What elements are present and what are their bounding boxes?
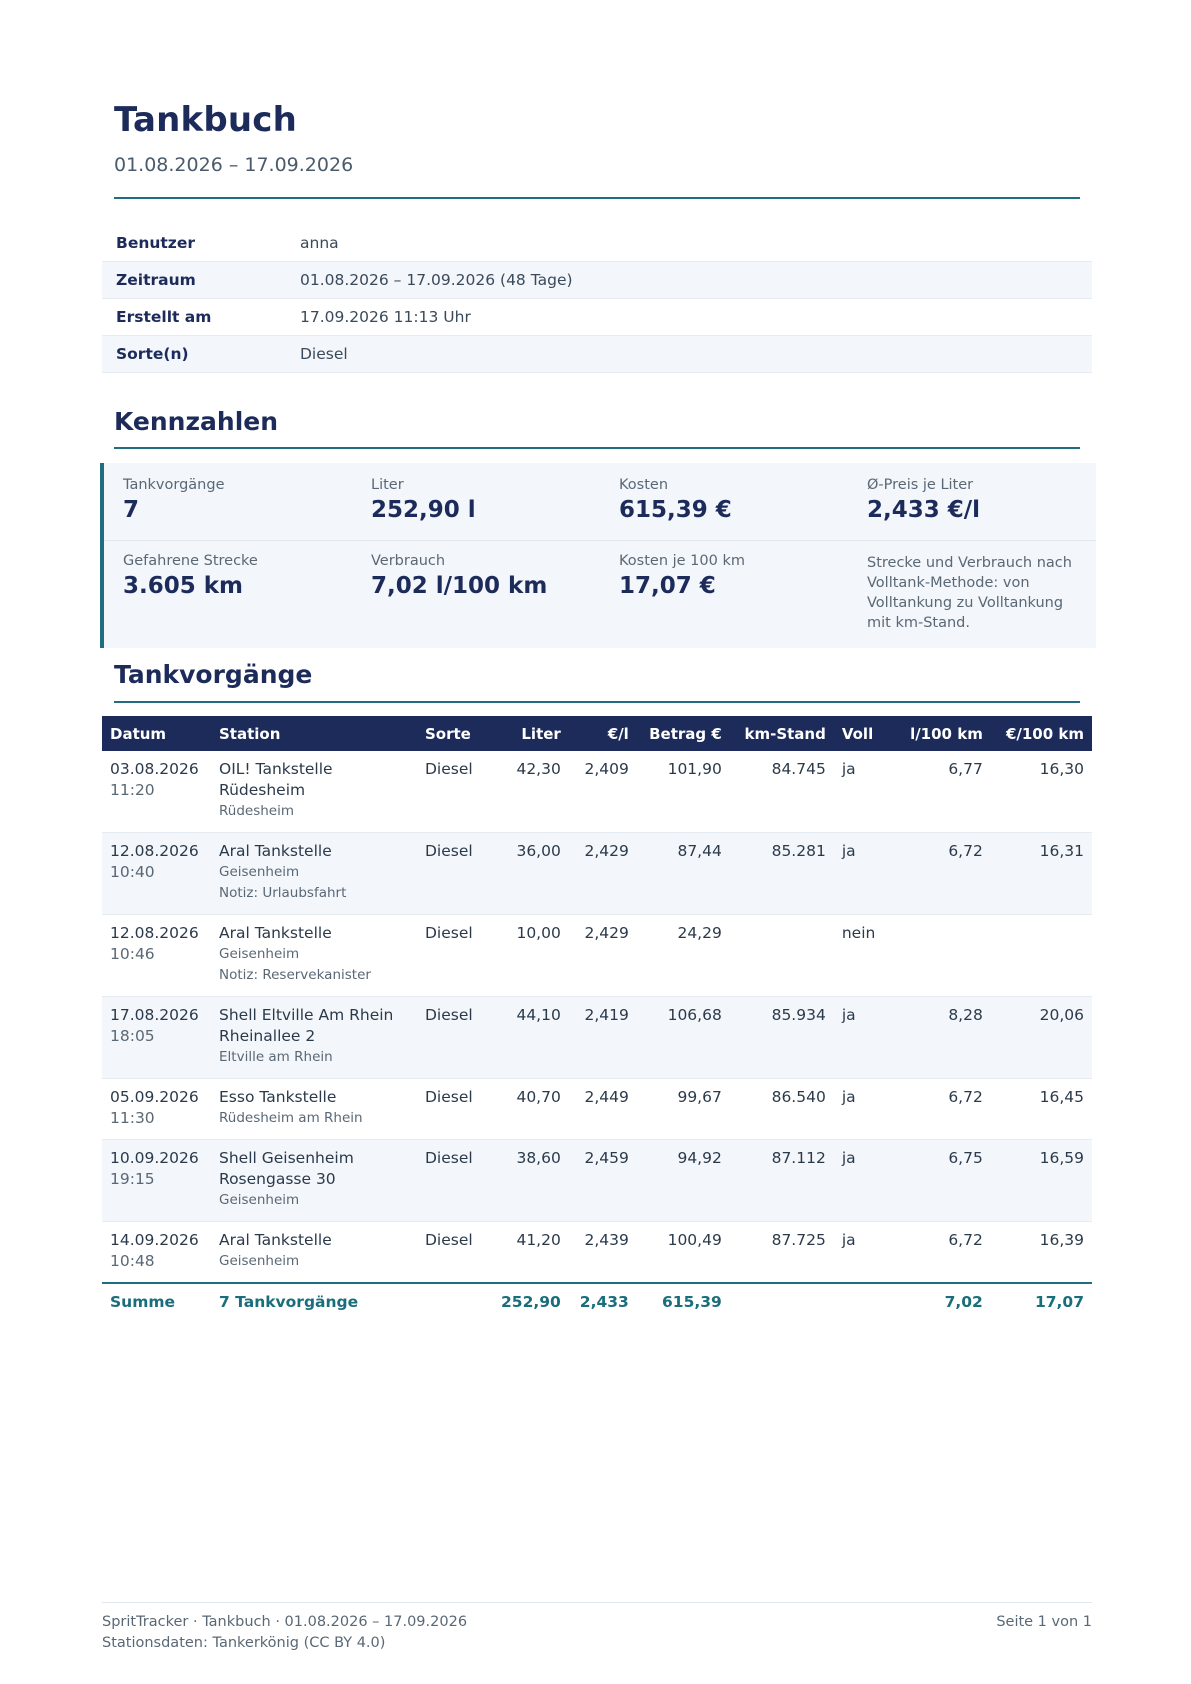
col-header-km-stand: km-Stand bbox=[730, 716, 834, 751]
meta-key: Benutzer bbox=[102, 225, 284, 262]
row-date: 10.09.2026 bbox=[110, 1149, 199, 1167]
row-verbrauch: 8,28 bbox=[900, 997, 991, 1079]
refuel-table bbox=[102, 716, 1092, 1321]
col-header-verbrauch: l/100 km bbox=[900, 716, 991, 751]
row-betrag: 24,29 bbox=[637, 915, 730, 997]
meta-row bbox=[102, 336, 1092, 373]
kpi-label: Tankvorgänge bbox=[123, 477, 225, 493]
meta-row bbox=[102, 262, 1092, 299]
row-date: 05.09.2026 bbox=[110, 1088, 199, 1106]
meta-table bbox=[102, 225, 1092, 373]
kpi-label: Kosten je 100 km bbox=[619, 553, 745, 569]
row-voll: ja bbox=[834, 1140, 900, 1222]
page-title: Tankbuch bbox=[114, 100, 298, 140]
kpi-cell bbox=[123, 477, 353, 523]
kpi-note: Strecke und Verbrauch nach Volltank-Methode: von Volltankung zu Volltankung mit km-Stand. bbox=[867, 555, 1072, 631]
kennzahlen-divider bbox=[114, 447, 1080, 449]
row-station: Shell Geisenheim Rosengasse 30 bbox=[219, 1149, 354, 1188]
row-voll: nein bbox=[834, 915, 900, 997]
kpi-cell bbox=[619, 553, 849, 599]
row-time: 10:40 bbox=[110, 863, 155, 881]
row-date: 17.08.2026 bbox=[110, 1006, 199, 1024]
row-verbrauch: 6,72 bbox=[900, 833, 991, 915]
meta-key: Erstellt am bbox=[102, 299, 284, 336]
row-station: Shell Eltville Am Rhein Rheinallee 2 bbox=[219, 1006, 394, 1045]
col-header-datum: Datum bbox=[102, 716, 211, 751]
tankvorgaenge-divider bbox=[114, 701, 1080, 703]
footer-line-2: Stationsdaten: Tankerkönig (CC BY 4.0) bbox=[102, 1635, 386, 1651]
row-sorte: Diesel bbox=[417, 1079, 493, 1140]
row-voll: ja bbox=[834, 997, 900, 1079]
kpi-value: 2,433 €/l bbox=[867, 497, 981, 523]
sum-kosten100: 17,07 bbox=[991, 1283, 1092, 1321]
row-preis: 2,429 bbox=[569, 915, 637, 997]
row-km: 85.934 bbox=[730, 997, 834, 1079]
row-preis: 2,459 bbox=[569, 1140, 637, 1222]
row-km: 87.725 bbox=[730, 1222, 834, 1284]
row-city: Geisenheim bbox=[219, 946, 300, 962]
col-header-voll: Voll bbox=[834, 716, 900, 751]
kpi-label: Gefahrene Strecke bbox=[123, 553, 258, 569]
table-row bbox=[102, 997, 1092, 1079]
row-kosten100: 20,06 bbox=[991, 997, 1092, 1079]
row-city: Rüdesheim am Rhein bbox=[219, 1110, 363, 1126]
table-row bbox=[102, 751, 1092, 833]
row-verbrauch bbox=[900, 915, 991, 997]
kpi-label: Kosten bbox=[619, 477, 669, 493]
row-km bbox=[730, 915, 834, 997]
row-time: 18:05 bbox=[110, 1027, 155, 1045]
row-sorte: Diesel bbox=[417, 751, 493, 833]
row-date: 14.09.2026 bbox=[110, 1231, 199, 1249]
row-date: 12.08.2026 bbox=[110, 924, 199, 942]
row-voll: ja bbox=[834, 751, 900, 833]
row-kosten100: 16,30 bbox=[991, 751, 1092, 833]
meta-row bbox=[102, 225, 1092, 262]
row-station: Esso Tankstelle bbox=[219, 1088, 337, 1106]
row-betrag: 94,92 bbox=[637, 1140, 730, 1222]
sum-km-empty bbox=[730, 1283, 834, 1321]
sum-voll-empty bbox=[834, 1283, 900, 1321]
kpi-cell bbox=[867, 477, 1097, 523]
col-header-station: Station bbox=[211, 716, 417, 751]
col-header-sorte: Sorte bbox=[417, 716, 493, 751]
row-sorte: Diesel bbox=[417, 1140, 493, 1222]
table-header-row bbox=[102, 716, 1092, 751]
row-liter: 40,70 bbox=[493, 1079, 569, 1140]
row-date: 03.08.2026 bbox=[110, 760, 199, 778]
kpi-label: Ø-Preis je Liter bbox=[867, 477, 974, 493]
col-header-preis: €/l bbox=[569, 716, 637, 751]
table-row bbox=[102, 1140, 1092, 1222]
row-note: Notiz: Urlaubsfahrt bbox=[219, 885, 347, 901]
meta-value: 17.09.2026 11:13 Uhr bbox=[284, 299, 1092, 336]
row-time: 11:30 bbox=[110, 1109, 155, 1127]
row-km: 86.540 bbox=[730, 1079, 834, 1140]
title-divider bbox=[114, 197, 1080, 199]
kpi-label: Liter bbox=[371, 477, 404, 493]
kpi-cell bbox=[123, 553, 353, 599]
row-liter: 10,00 bbox=[493, 915, 569, 997]
row-liter: 38,60 bbox=[493, 1140, 569, 1222]
sum-count: 7 Tankvorgänge bbox=[211, 1283, 493, 1321]
kpi-note-cell bbox=[867, 553, 1097, 633]
row-betrag: 99,67 bbox=[637, 1079, 730, 1140]
table-row bbox=[102, 1222, 1092, 1284]
row-time: 19:15 bbox=[110, 1170, 155, 1188]
row-kosten100: 16,31 bbox=[991, 833, 1092, 915]
row-liter: 42,30 bbox=[493, 751, 569, 833]
row-station: Aral Tankstelle bbox=[219, 1231, 332, 1249]
row-sorte: Diesel bbox=[417, 997, 493, 1079]
kpi-value: 7,02 l/100 km bbox=[371, 573, 548, 599]
row-city: Geisenheim bbox=[219, 1253, 300, 1269]
row-preis: 2,419 bbox=[569, 997, 637, 1079]
footer-divider bbox=[102, 1602, 1092, 1603]
kpi-cell bbox=[371, 553, 601, 599]
table-row bbox=[102, 833, 1092, 915]
page-subtitle: 01.08.2026 – 17.09.2026 bbox=[114, 154, 354, 176]
row-km: 85.281 bbox=[730, 833, 834, 915]
sum-verbrauch: 7,02 bbox=[900, 1283, 991, 1321]
footer-line-1: SpritTracker · Tankbuch · 01.08.2026 – 17.09.2026 bbox=[102, 1614, 468, 1630]
meta-value: 01.08.2026 – 17.09.2026 (48 Tage) bbox=[284, 262, 1092, 299]
row-liter: 44,10 bbox=[493, 997, 569, 1079]
meta-value: anna bbox=[284, 225, 1092, 262]
section-heading-kennzahlen: Kennzahlen bbox=[114, 407, 279, 436]
row-preis: 2,439 bbox=[569, 1222, 637, 1284]
meta-key: Zeitraum bbox=[102, 262, 284, 299]
row-sorte: Diesel bbox=[417, 1222, 493, 1284]
kpi-panel bbox=[100, 463, 1096, 648]
sum-betrag: 615,39 bbox=[637, 1283, 730, 1321]
kpi-cell bbox=[619, 477, 849, 523]
meta-value: Diesel bbox=[284, 336, 1092, 373]
row-city: Eltville am Rhein bbox=[219, 1049, 333, 1065]
page-number: Seite 1 von 1 bbox=[996, 1614, 1092, 1630]
row-city: Geisenheim bbox=[219, 1192, 300, 1208]
row-kosten100: 16,59 bbox=[991, 1140, 1092, 1222]
kpi-row bbox=[104, 540, 1096, 631]
row-city: Geisenheim bbox=[219, 864, 300, 880]
kpi-cell bbox=[371, 477, 601, 523]
row-sorte: Diesel bbox=[417, 833, 493, 915]
kpi-value: 7 bbox=[123, 497, 140, 523]
table-sum-row bbox=[102, 1283, 1092, 1321]
row-betrag: 87,44 bbox=[637, 833, 730, 915]
sum-preis: 2,433 bbox=[569, 1283, 637, 1321]
row-kosten100 bbox=[991, 915, 1092, 997]
row-sorte: Diesel bbox=[417, 915, 493, 997]
row-voll: ja bbox=[834, 833, 900, 915]
row-voll: ja bbox=[834, 1079, 900, 1140]
row-betrag: 100,49 bbox=[637, 1222, 730, 1284]
row-date: 12.08.2026 bbox=[110, 842, 199, 860]
row-verbrauch: 6,72 bbox=[900, 1079, 991, 1140]
kpi-label: Verbrauch bbox=[371, 553, 446, 569]
row-station: OIL! Tankstelle Rüdesheim bbox=[219, 760, 333, 799]
col-header-betrag: Betrag € bbox=[637, 716, 730, 751]
kpi-value: 17,07 € bbox=[619, 573, 716, 599]
row-verbrauch: 6,77 bbox=[900, 751, 991, 833]
row-city: Rüdesheim bbox=[219, 803, 295, 819]
col-header-liter: Liter bbox=[493, 716, 569, 751]
row-kosten100: 16,45 bbox=[991, 1079, 1092, 1140]
row-verbrauch: 6,75 bbox=[900, 1140, 991, 1222]
row-km: 84.745 bbox=[730, 751, 834, 833]
row-voll: ja bbox=[834, 1222, 900, 1284]
meta-row bbox=[102, 299, 1092, 336]
row-km: 87.112 bbox=[730, 1140, 834, 1222]
col-header-kosten100: €/100 km bbox=[991, 716, 1092, 751]
kpi-value: 3.605 km bbox=[123, 573, 244, 599]
row-preis: 2,409 bbox=[569, 751, 637, 833]
kpi-value: 252,90 l bbox=[371, 497, 476, 523]
kpi-value: 615,39 € bbox=[619, 497, 732, 523]
row-kosten100: 16,39 bbox=[991, 1222, 1092, 1284]
meta-key: Sorte(n) bbox=[102, 336, 284, 373]
row-note: Notiz: Reservekanister bbox=[219, 967, 371, 983]
table-row bbox=[102, 1079, 1092, 1140]
row-liter: 36,00 bbox=[493, 833, 569, 915]
row-preis: 2,429 bbox=[569, 833, 637, 915]
row-time: 10:46 bbox=[110, 945, 155, 963]
section-heading-tankvorgaenge: Tankvorgänge bbox=[114, 660, 313, 689]
row-betrag: 106,68 bbox=[637, 997, 730, 1079]
row-station: Aral Tankstelle bbox=[219, 842, 332, 860]
row-preis: 2,449 bbox=[569, 1079, 637, 1140]
row-verbrauch: 6,72 bbox=[900, 1222, 991, 1284]
row-time: 11:20 bbox=[110, 781, 155, 799]
row-liter: 41,20 bbox=[493, 1222, 569, 1284]
row-betrag: 101,90 bbox=[637, 751, 730, 833]
row-time: 10:48 bbox=[110, 1252, 155, 1270]
sum-label: Summe bbox=[102, 1283, 211, 1321]
sum-liter: 252,90 bbox=[493, 1283, 569, 1321]
table-row bbox=[102, 915, 1092, 997]
row-station: Aral Tankstelle bbox=[219, 924, 332, 942]
